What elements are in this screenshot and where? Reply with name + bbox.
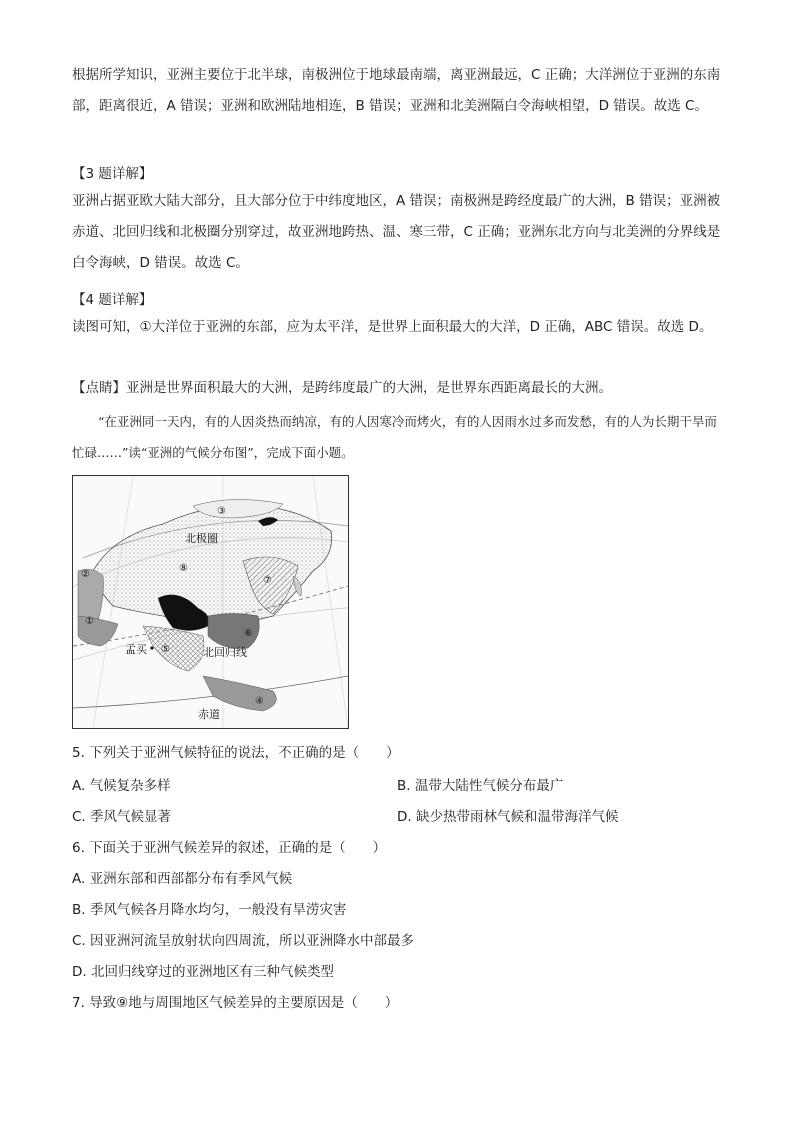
marker-3: ③: [217, 506, 226, 517]
question-7-stem: 7. 导致⑨地与周围地区气候差异的主要原因是（ ）: [72, 995, 399, 1011]
q5-option-c: C. 季风气候显著: [72, 809, 172, 825]
q6-option-a: A. 亚洲东部和西部都分布有季风气候: [72, 871, 293, 887]
marker-8: ⑧: [179, 563, 188, 574]
marker-2: ②: [81, 569, 90, 580]
asia-climate-map: [72, 475, 349, 729]
label-tropic-of-cancer: 北回归线: [203, 646, 247, 659]
question-5-stem: 5. 下列关于亚洲气候特征的说法，不正确的是（ ）: [72, 745, 400, 761]
marker-9: ⑨: [187, 615, 196, 626]
q5-option-b: B. 温带大陆性气候分布最广: [397, 778, 564, 794]
explanation-paragraph-3: 亚洲占据亚欧大陆大部分，且大部分位于中纬度地区，A 错误；南极洲是跨经度最广的大洲，B 错误；亚洲被赤道、北回归线和北极圈分别穿过，故亚洲地跨热、温、寒三带，C 正确；亚洲东北方向与北美洲的分界线是白令海峡，D 错误。故选 C。: [72, 193, 721, 271]
marker-1: ①: [85, 616, 94, 627]
marker-4: ④: [255, 696, 264, 707]
marker-5: ⑤: [161, 644, 170, 655]
heading-question-4: 【4 题详解】: [72, 292, 153, 308]
q6-option-d: D. 北回归线穿过的亚洲地区有三种气候类型: [72, 964, 334, 980]
marker-6: ⑥: [244, 628, 253, 639]
question-6-stem: 6. 下面关于亚洲气候差异的叙述，正确的是（ ）: [72, 840, 387, 856]
q5-option-d: D. 缺少热带雨林气候和温带海洋气候: [397, 809, 619, 825]
label-mumbai: 孟买: [125, 643, 147, 656]
explanation-paragraph-4: 读图可知，①大洋位于亚洲的东部，应为太平洋，是世界上面积最大的大洋，D 正确，ABC 错误。故选 D。: [72, 319, 713, 335]
label-equator: 赤道: [198, 708, 220, 721]
marker-7: ⑦: [263, 575, 272, 586]
q6-option-c: C. 因亚洲河流呈放射状向四周流，所以亚洲降水中部最多: [72, 933, 415, 949]
explanation-paragraph-2: 根据所学知识，亚洲主要位于北半球，南极洲位于地球最南端，离亚洲最远，C 正确；大洋洲位于亚洲的东南部，距离很近，A 错误；亚洲和欧洲陆地相连，B 错误；亚洲和北美洲隔白令海峡相望，D 错误。故选 C。: [72, 67, 721, 114]
mumbai-dot-icon: [150, 646, 153, 649]
q5-option-a: A. 气候复杂多样: [72, 778, 171, 794]
dianjing-note: 【点睛】亚洲是世界面积最大的大洲，是跨纬度最广的大洲，是世界东西距离最长的大洲。: [72, 380, 612, 396]
heading-question-3: 【3 题详解】: [72, 166, 153, 182]
intro-quote: “在亚洲同一天内，有的人因炎热而纳凉，有的人因寒冷而烤火，有的人因雨水过多而发愁，有的人为长期干旱而忙碌……”读“亚洲的气候分布图”，完成下面小题。: [72, 414, 717, 460]
map-svg: [73, 476, 348, 728]
q6-option-b: B. 季风气候各月降水均匀，一般没有旱涝灾害: [72, 902, 347, 918]
label-arctic-circle: 北极圈: [185, 532, 218, 545]
